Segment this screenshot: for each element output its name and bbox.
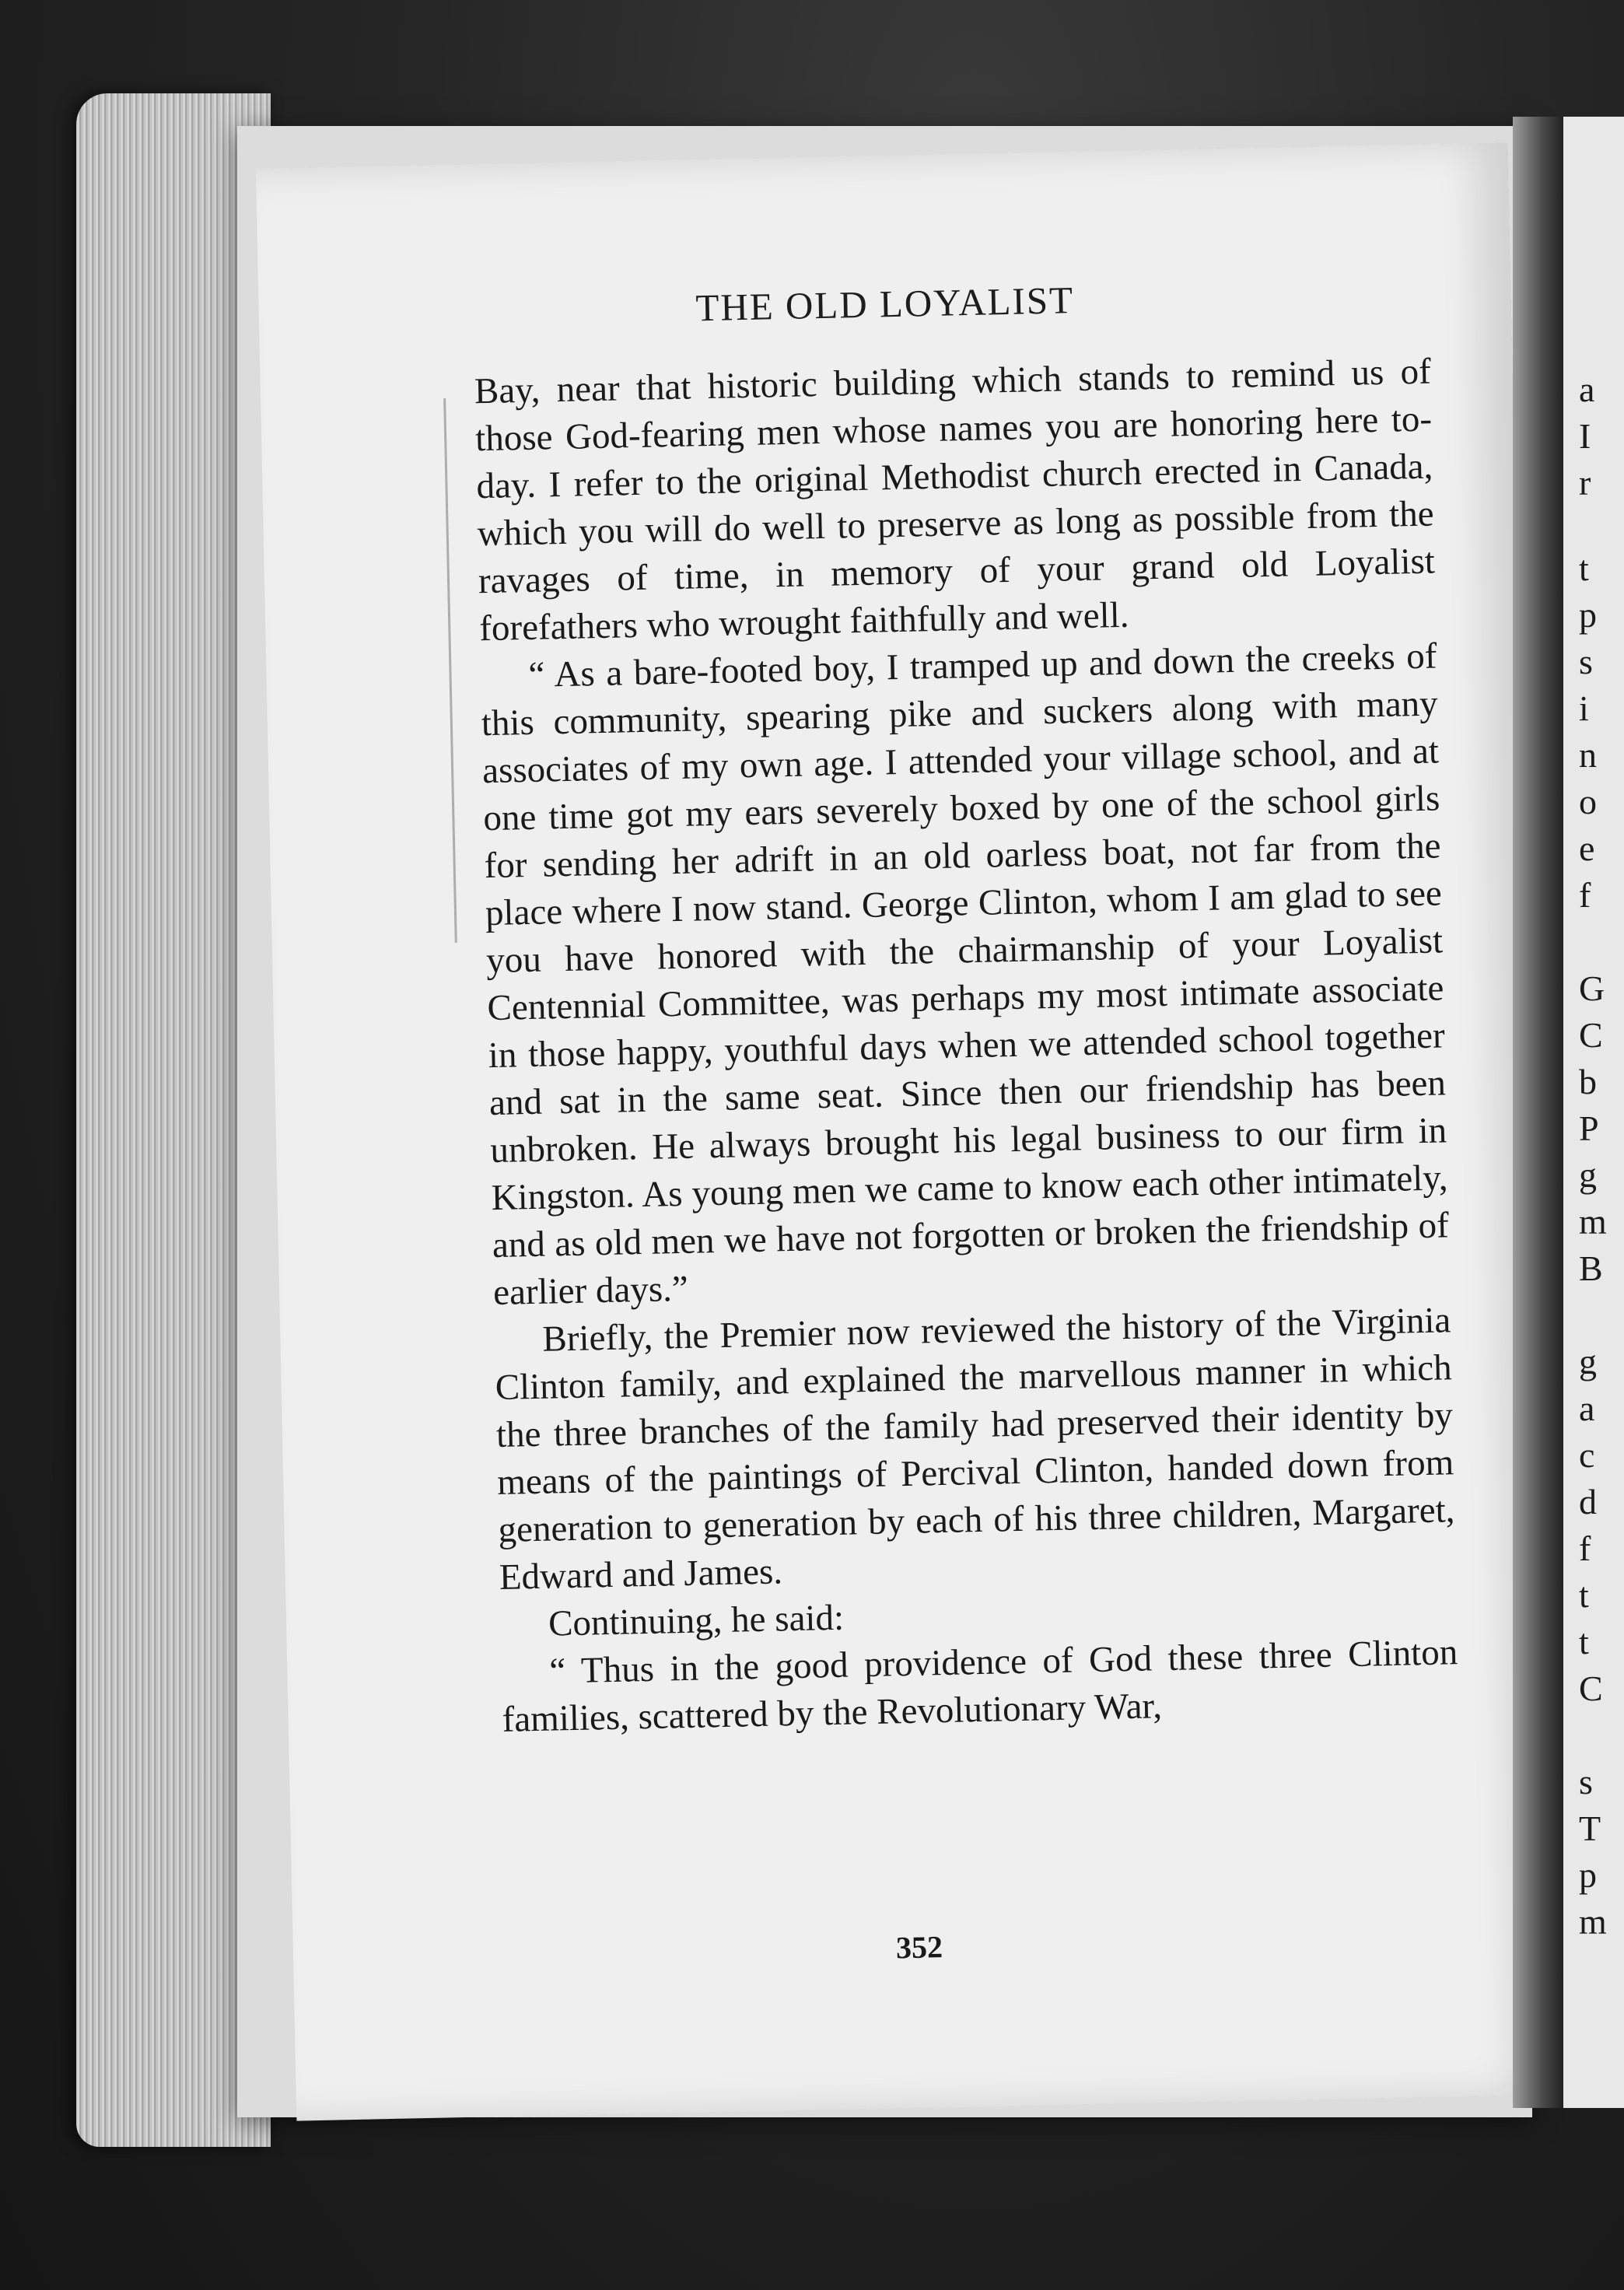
paragraph: “ As a bare-footed boy, I tramped up and down the creeks of this community, spearing pike and suckers along with many associates of my own age. I attended your village school, and at one time got my ears severely boxed by one of the school girls for sending her adrift in an old oarless boat, not far from the place where I now stand. George Clinton, whom I am glad to see you have honored with the chairmanship of your Loyalist Centennial Committee, was perhaps my most intimate associate in those happy, youthful days when we attended school together and sat in the same seat. Since then our friendship has been unbroken. He always brought his legal business to our firm in Kingston. As young men we came to know each other intimately, and as old men we have not forgotten or broken the friendship of earlier days.” bbox=[481, 636, 1450, 1314]
facing-page bbox=[1563, 117, 1624, 2108]
facing-page-fragment: B bbox=[1579, 1248, 1603, 1288]
facing-page-fragment: t bbox=[1579, 1575, 1589, 1615]
facing-page-fragment: f bbox=[1579, 875, 1591, 915]
paragraph: Continuing, he said: bbox=[548, 1597, 845, 1644]
facing-page-fragment: n bbox=[1579, 735, 1597, 775]
body-text bbox=[474, 348, 1459, 1744]
facing-page-fragment: P bbox=[1579, 1108, 1599, 1148]
facing-page-fragment: s bbox=[1579, 642, 1593, 681]
page-number: 352 bbox=[895, 1929, 943, 1966]
facing-page-fragment: C bbox=[1579, 1668, 1603, 1708]
facing-page-fragment: p bbox=[1579, 1855, 1597, 1895]
facing-page-fragment: f bbox=[1579, 1528, 1591, 1568]
facing-page-fragment: d bbox=[1579, 1482, 1597, 1521]
running-head: THE OLD LOYALIST bbox=[695, 278, 1075, 330]
facing-page-fragment: g bbox=[1579, 1342, 1597, 1381]
paragraph: “ Thus in the good providence of God these three Clinton families, scattered by the Revolutionary War, bbox=[502, 1632, 1458, 1740]
facing-page-fragment: a bbox=[1579, 369, 1595, 409]
facing-page-fragment: r bbox=[1579, 463, 1591, 502]
facing-page-fragment: t bbox=[1579, 1622, 1589, 1661]
paragraph: Bay, near that historic building which stands to remind us of those God-fearing men whose names you are honoring here to-day. I refer to the original Methodist church erected in Canada, which you will do well to preserve as long as possible from the ravages of time, in memory of your grand old Loyalist forefathers who wrought faithfully and well. bbox=[474, 351, 1436, 650]
facing-page-fragment: c bbox=[1579, 1435, 1595, 1475]
facing-page-fragment: C bbox=[1579, 1015, 1603, 1055]
facing-page-fragment: I bbox=[1579, 416, 1591, 456]
facing-page-fragment: T bbox=[1579, 1809, 1601, 1848]
facing-page-fragment: b bbox=[1579, 1062, 1597, 1101]
facing-page-fragment: G bbox=[1579, 968, 1605, 1008]
facing-page-fragment: t bbox=[1579, 548, 1589, 588]
book-gutter bbox=[1513, 117, 1567, 2108]
facing-page-fragment: s bbox=[1579, 1762, 1593, 1802]
facing-page-fragment: p bbox=[1579, 595, 1597, 635]
facing-page-fragment: i bbox=[1579, 688, 1589, 728]
facing-page-fragment: g bbox=[1579, 1155, 1597, 1195]
facing-page-fragment: m bbox=[1579, 1202, 1607, 1241]
facing-page-fragment: a bbox=[1579, 1388, 1595, 1428]
paragraph: Briefly, the Premier now reviewed the history of the Virginia Clinton family, and explained the marvellous manner in which the three branches of the family had preserved their identity by means of the paintings of Percival Clinton, handed down from generation to generation by each of his three children, Margaret, Edward and James. bbox=[495, 1300, 1455, 1598]
facing-page-fragment: m bbox=[1579, 1902, 1607, 1942]
pencil-margin-mark bbox=[443, 398, 457, 943]
facing-page-fragment: e bbox=[1579, 828, 1595, 868]
facing-page-fragment: o bbox=[1579, 782, 1597, 821]
book-page bbox=[256, 142, 1549, 2120]
